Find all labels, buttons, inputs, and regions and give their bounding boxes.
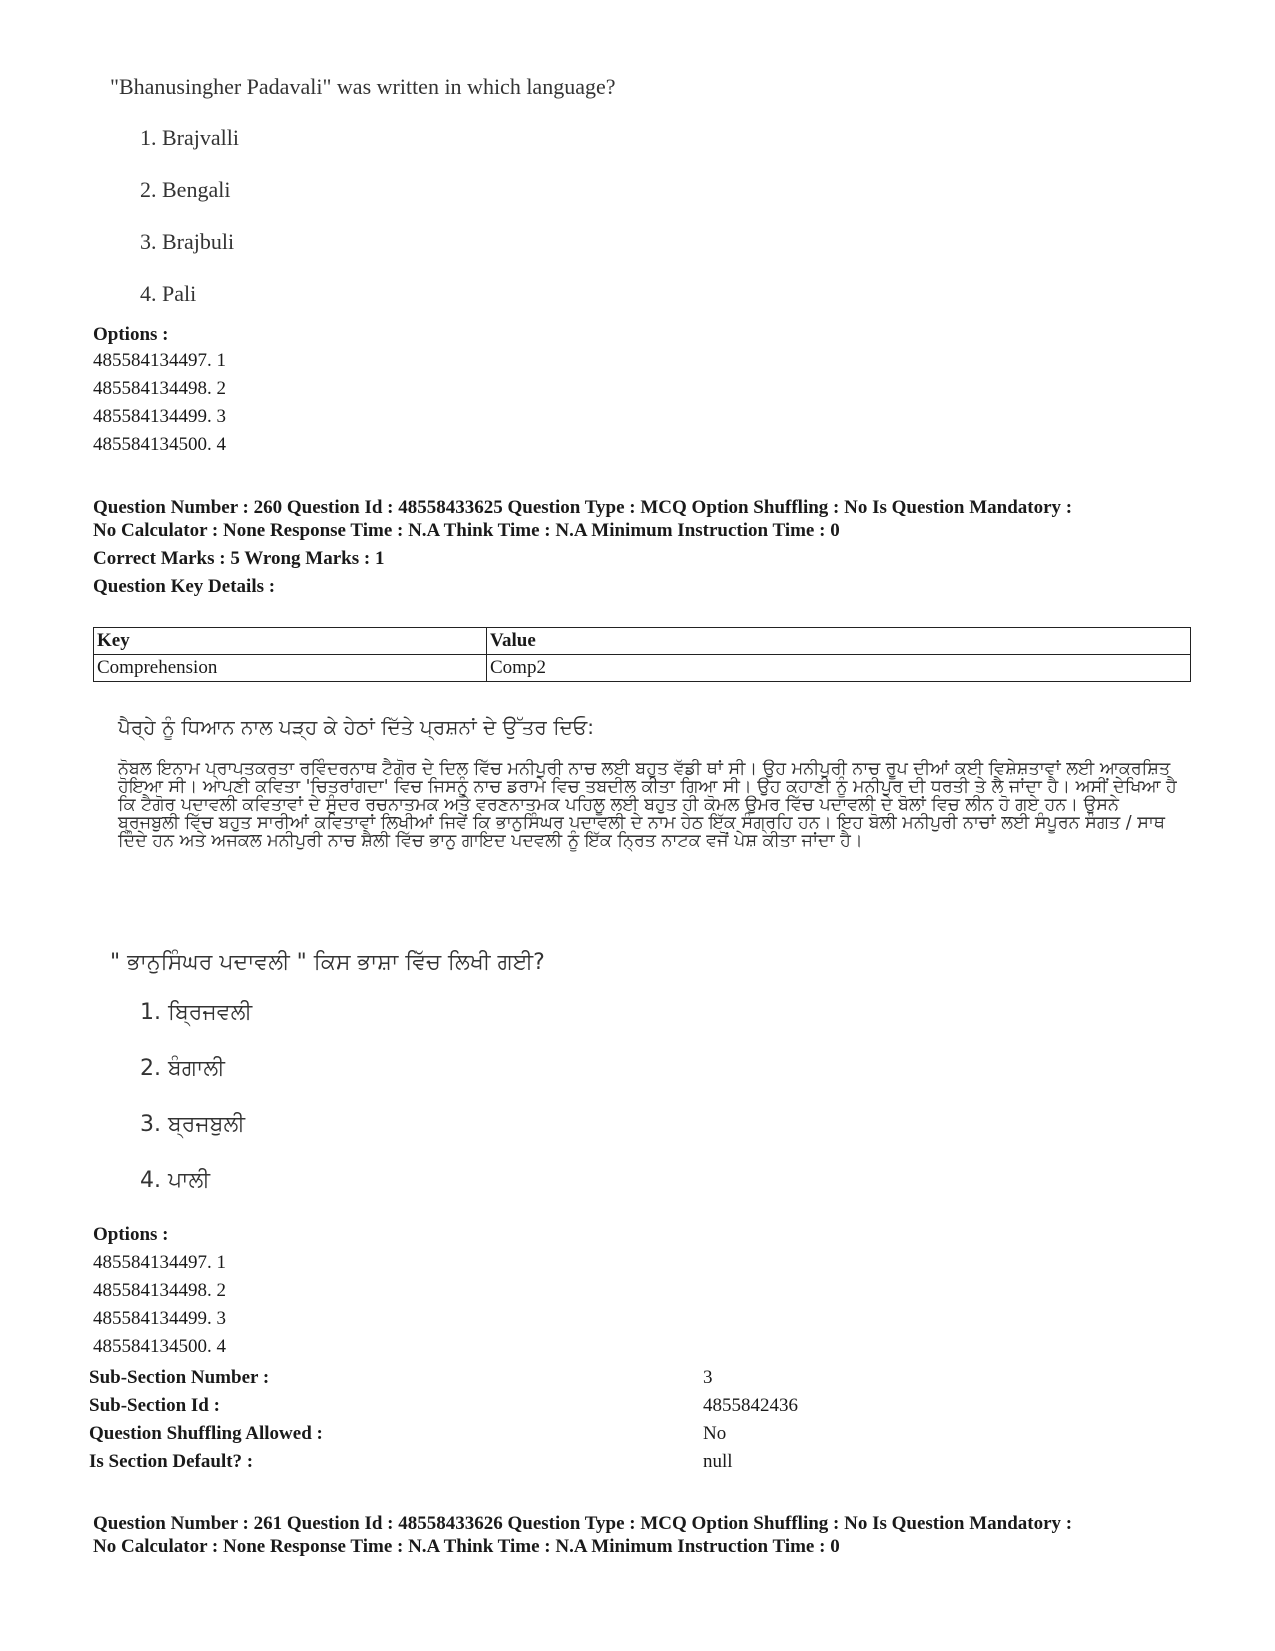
options-label: Options :	[93, 1224, 169, 1245]
option-id-1: 485584134497. 1	[93, 350, 226, 371]
options-label: Options :	[93, 324, 169, 345]
table-cell-key: Comprehension	[94, 655, 487, 682]
option-id-1: 485584134497. 1	[93, 1252, 226, 1273]
table-row	[94, 655, 1191, 682]
passage-text: ਨੋਬਲ ਇਨਾਮ ਪ੍ਰਾਪਤਕਰਤਾ ਰਵਿੰਦਰਨਾਥ ਟੈਗੋਰ ਦੇ ਦਿਲ ਵਿੱਚ ਮਨੀਪੁਰੀ ਨਾਚ ਲਈ ਬਹੁਤ ਵੱਡੀ ਥਾਂ ਸੀ। ਉਹ ਮਨੀਪੁਰੀ ਨਾਚ ਰੂਪ ਦੀਆਂ ਕਈ ਵਿਸ਼ੇਸ਼ਤਾਵਾਂ ਲਈ ਆਕਰਸ਼ਿਤ ਹੋਇਆ ਸੀ। ਆਪਣੀ ਕਵਿਤਾ 'ਚਿਤਰਾਂਗਦਾ' ਵਿਚ ਜਿਸਨੂੰ ਨਾਚ ਡਰਾਮੇ ਵਿਚ ਤਬਦੀਲ ਕੀਤਾ ਗਿਆ ਸੀ। ਉਹ ਕਹਾਣੀ ਨੂੰ ਮਨੀਪੁਰ ਦੀ ਧਰਤੀ ਤੇ ਲੈ ਜਾਂਦਾ ਹੈ। ਅਸੀਂ ਦੇਖਿਆ ਹੈ ਕਿ ਟੈਗੋਰ ਪਦਾਵਲੀ ਕਵਿਤਾਵਾਂ ਦੇ ਸੁੰਦਰ ਰਚਨਾਤਮਕ ਅਤੇ ਵਰਣਨਾਤਮਕ ਪਹਿਲੂ ਲਈ ਬਹੁਤ ਹੀ ਕੋਮਲ ਉਮਰ ਵਿੱਚ ਪਦਾਵਲੀ ਦੇ ਬੋਲਾਂ ਵਿਚ ਲੀਨ ਹੋ ਗਏ ਹਨ। ਉਸਨੇ ਬ੍ਰਜਬੁਲੀ ਵਿੱਚ ਬਹੁਤ ਸਾਰੀਆਂ ਕਵਿਤਾਵਾਂ ਲਿਖੀਆਂ ਜਿਵੇਂ ਕਿ ਭਾਨੁਸਿੰਘਰ ਪਦਾਵਲੀ ਦੇ ਨਾਮ ਹੇਠ ਇੱਕ ਸੰਗ੍ਰਹਿ ਹਨ। ਇਹ ਬੋਲੀ ਮਨੀਪੁਰੀ ਨਾਚਾਂ ਲਈ ਸੰਪੂਰਨ ਸੰਗਤ / ਸਾਥ ਦਿੰਦੇ ਹਨ ਅਤੇ ਅਜਕਲ ਮਨੀਪੁਰੀ ਨਾਚ ਸ਼ੈਲੀ ਵਿੱਚ ਭਾਨੁ ਗਾਇਦ ਪਦਵਲੀ ਨੂੰ ਇੱਕ ਨ੍ਰਿਤ ਨਾਟਕ ਵਜੋਂ ਪੇਸ਼ ਕੀਤਾ ਜਾਂਦਾ ਹੈ।	[118, 759, 1177, 851]
key-details-table	[93, 627, 1191, 682]
section-default-value: null	[703, 1451, 733, 1472]
option-id-3: 485584134499. 3	[93, 1308, 226, 1329]
option-id-4: 485584134500. 4	[93, 434, 226, 455]
choice-punjabi-1: 1. ਬ੍ਰਿਜਵਲੀ	[140, 1000, 253, 1025]
choice-2: 2. Bengali	[140, 177, 231, 202]
subsection-number-label: Sub-Section Number :	[89, 1367, 270, 1388]
option-id-4: 485584134500. 4	[93, 1336, 226, 1357]
subsection-id-label: Sub-Section Id :	[89, 1395, 220, 1416]
option-id-3: 485584134499. 3	[93, 406, 226, 427]
question-meta-line1: Question Number : 261 Question Id : 48558433626 Question Type : MCQ Option Shuffling : No Is Question Mandatory :	[93, 1513, 1073, 1534]
question-text: "Bhanusingher Padavali" was written in which language?	[110, 74, 616, 99]
question-meta-line2: No Calculator : None Response Time : N.A Think Time : N.A Minimum Instruction Time : 0	[93, 520, 840, 541]
question-meta-line1: Question Number : 260 Question Id : 48558433625 Question Type : MCQ Option Shuffling : No Is Question Mandatory :	[93, 497, 1073, 518]
table-header-value: Value	[487, 628, 1191, 655]
section-default-label: Is Section Default? :	[89, 1451, 254, 1472]
question-shuffling-value: No	[703, 1423, 727, 1444]
choice-4: 4. Pali	[140, 281, 197, 306]
marks-line: Correct Marks : 5 Wrong Marks : 1	[93, 548, 385, 569]
subsection-number-value: 3	[703, 1367, 713, 1388]
question-text-punjabi: " ਭਾਨੁਸਿੰਘਰ ਪਦਾਵਲੀ " ਕਿਸ ਭਾਸ਼ਾ ਵਿੱਚ ਲਿਖੀ ਗਈ?	[110, 950, 545, 975]
table-header-key: Key	[94, 628, 487, 655]
choice-punjabi-2: 2. ਬੰਗਾਲੀ	[140, 1056, 225, 1081]
choice-punjabi-4: 4. ਪਾਲੀ	[140, 1168, 210, 1193]
option-id-2: 485584134498. 2	[93, 378, 226, 399]
question-shuffling-label: Question Shuffling Allowed :	[89, 1423, 323, 1444]
option-id-2: 485584134498. 2	[93, 1280, 226, 1301]
table-header-row	[94, 628, 1191, 655]
question-meta-line2: No Calculator : None Response Time : N.A Think Time : N.A Minimum Instruction Time : 0	[93, 1536, 840, 1557]
choice-punjabi-3: 3. ਬ੍ਰਜਬੁਲੀ	[140, 1112, 245, 1137]
choice-3: 3. Brajbuli	[140, 229, 235, 254]
choice-1: 1. Brajvalli	[140, 125, 239, 150]
table-cell-value: Comp2	[487, 655, 1191, 682]
passage-intro: ਪੈਰ੍ਹੇ ਨੂੰ ਧਿਆਨ ਨਾਲ ਪੜ੍ਹ ਕੇ ਹੇਠਾਂ ਦਿੱਤੇ ਪ੍ਰਸ਼ਨਾਂ ਦੇ ਉੱਤਰ ਦਿਓ:	[118, 715, 594, 739]
key-details-label: Question Key Details :	[93, 576, 276, 597]
subsection-id-value: 4855842436	[703, 1395, 798, 1416]
